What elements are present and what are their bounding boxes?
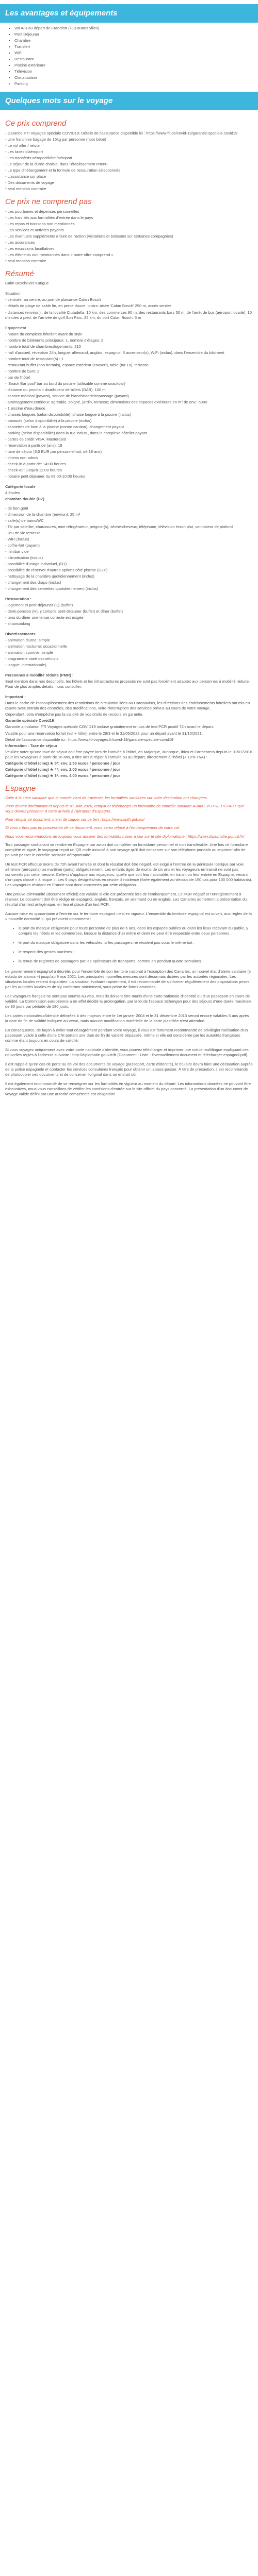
summary-line: - détails de plage de sable fin, en pente douce, loisirs: aisée 'Calan Bosch' 250 m, accès sentier [5,303,171,309]
summary-line: - centrale, au centre, au port de plaisance Calan Bosch [5,297,101,302]
price-includes-item: - Garantie FTI Voyages spéciale COVID19: Détails de l'assurance disponible ici : https://www.fti.de/covid-19/garantie-speciale-covid19 [5,130,238,135]
summary-line: - bar de l'hôtel [5,375,30,380]
summary-line: - restaurant buffet (non bernais), espace extérieur (couvert), table (n/r 10), terrasse [5,362,149,367]
summary-line: - distances (environ) : de la localité Ciutadella: 10 km, des commerces 80 m, des restaurants bars 50 m, de l'arrêt de bus (aéroport locaitè): 10 minutes à pied, de l'arrivée de golf Son Parc: 32 km, du port Calan Bosch: 5 m [5,310,253,320]
summary-line: - langue: internationale) [5,663,46,668]
summary-line: - parasols (selon disponibilité) à la piscine (inclus) [5,418,92,423]
summary-line: Catégorie d'hôtel (cinq) ★ 4*: env. 2,00 euros / personne / jour [5,767,120,772]
summary-line: - hall d'accueil, réception 24h, langue: allemand, anglais, espagnol, 3 ascenseur(s), WiFi (inclus), dans l'ensemble du bâtiment [5,350,224,355]
summary-line: - nombre total de chambres/logements: 210 [5,344,81,349]
spain-rules-paragraph: Une preuve d'immunité (document officiel) est valable si elle est présentée lors de l'embarquement, Le PCR négatif et l'enregistrement à réaliser. Le document doit être rédigé en espagnol, anglais, français, en allemand ou en anglais. Les Canaries admettent la présentation du résultat d'un test antigénique, en lieu et place d'un test PCR. [5,891,248,907]
spain-title: Espagne [5,784,36,793]
summary-line: - chiens non admis [5,455,38,460]
trip-content [0,110,258,1109]
summary-body [5,291,253,778]
summary-line: - nombre total de restaurant(s) : 1 [5,356,64,361]
summary-line: - check-in à partir de: 14:00 heures [5,461,66,466]
spain-documents-paragraph: En conséquence, de façon à éviter tout désagrément pendant votre voyage, il vous est fortement recommandé de privilégier l'utilisation d'un passeport valide à celle d'une CNI portant une date de fin de validité dépassée, même si elle est considérée par les autorités françaises comme étant toujours en cours de validité. [5,1027,249,1043]
summary-line: Catégorie d'hôtel (cinq) ★ 3*: env. 4,00 euros / personne / jour [5,773,120,778]
price-excludes-item: - Les pourboires et dépenses personnelles [5,209,79,214]
advantage-item: ▪ Climatisation [14,75,258,80]
summary-line: - demi-pension (H), y compris petit-déjeuner (buffet) et dîner (buffet) [5,609,123,614]
summary-line: Valable pour une réservation forfait (vol + hôtel) entre le 29/3 et le 31/05/2022 pour un départ avant le 31/10/2021. [5,731,203,736]
spain-documents-info [5,969,253,1097]
spain-notice-paragraph: Pour remplir ce document, merci de cliquer sur ce lien : https://www.spth.gob.es/ [5,817,145,822]
price-includes-item: - Des documents de voyage [5,180,54,185]
summary-line: - serviettes de bain à la piscine (contre caution), changement payant [5,424,124,429]
summary-line: - animation nocturne: occasionnelle [5,644,67,649]
price-includes-item: - Le vol aller / retour [5,143,40,148]
summary-line: Personnes à mobilité réduite (PMR) : [5,673,74,678]
advantages-list [14,26,258,87]
price-excludes-title: Ce prix ne comprend pas [5,197,92,206]
advantage-item: ▪ Vol A/R au départ de Francfort (+13 autres villes) [14,26,258,31]
summary-line: 4 étoiles [5,490,20,495]
advantage-item: ▪ Restaurant [14,57,258,62]
summary-line: - lieu de vie terrasse [5,531,41,536]
summary-line: - horaire petit déjeuner du 08:00-10:00 heures [5,473,85,479]
summary-line: - parking (selon disponibilité) dans la rue inclus , dans le complexe hôtelier payant [5,430,148,435]
summary-line: - nature du complexe hôtelier: ayant du style [5,331,83,336]
advantage-item: ▪ Petit Déjeuner [14,32,258,37]
summary-title: Résumé [5,269,34,278]
summary-line: - de bon goût [5,505,28,511]
summary-line: - logement et petit-déjeuner (E) (buffet) [5,603,73,608]
summary-line: - réservation à partir de (ans): 18 [5,443,62,448]
advantage-item: ▪ Transfert [14,44,258,49]
summary-line: Veuillez noter qu'une taxe de séjour doit être payée lors de l'arrivée à l'hôtel, en Majorque, Minorque, Ibiza et Formentera depuis le 01/07/2016 pour les voyageurs à partir de 16 ans, à titre ans à régler à l'arrivée ou au départ, directement à l'hôtel (+ 10% TVA) : [5,749,253,759]
advantage-item: ▪ WiFi [14,50,258,56]
price-excludes-item: - Les éventuels suppléments à faire de l'action (visitations et boissons sur certaines compagnies) [5,233,173,239]
summary-subtitle: Calm Bosch/Sier.Kurigue [5,281,49,286]
price-includes-item: - Les taxes d'aéroport [5,149,43,154]
spain-rules-paragraph: Aucune mise en quarantaine à l'entrée sur le territoire espagnol n'est en vigueur. L'ensemble du territoire espagnol est ouvert, aux règles de la « nouvelle normalité », qui prévoient notamment : [5,911,253,921]
summary-line: - chaises longues (selon disponibilité), chaise longue à la piscine (inclus) [5,412,131,417]
summary-line: - tenu du dîner une tenue correcte est exigée [5,615,84,620]
summary-line: - changement des draps (inclus) [5,580,61,585]
price-includes-item: - Le séjour de la durée choisie, dans l'établissement retenu [5,161,108,166]
summary-line: Restauration : [5,597,32,602]
summary-line: Divertissements [5,632,36,637]
spain-rule-item: • le port du masque obligatoire dans les véhicules, si les passagers ne résident pas sous le même toit ; [19,940,253,945]
spain-notice-paragraph: Vous devrez dorénavant et depuis le 01 Juin 2020, remplir et télécharger un formulaire de contrôle sanitaire AVANT VOTRE DÉPART que vous devrez présenter à votre arrivée à l'aéroport d'Espagne. [5,804,246,814]
summary-line: - salle(s) de bains/WC [5,518,44,523]
spain-notice-paragraph: Nous vous recommandons de toujours vous assurer des formalités mises à jour sur le site diplomatique : https://www.diplomatie.gouv.fr/fr/ [5,834,245,839]
price-includes-item: - L'assistance sur place [5,174,46,179]
advantage-item: ▪ Piscine extérieure [14,63,258,68]
summary-line: Catégorie locale [5,484,36,489]
summary-line: Catégorie d'hôtel (cinq) ★ 5*: env. 2,50 euros / personne / jour [5,760,120,766]
summary-line: - aménagement extérieur: agréable, soigné, jardin, terrasse; dimensions des espaces extérieurs en m² de env.: 5000 [5,399,207,404]
spain-rule-item: • le respect des gestes barrières ; [19,950,253,955]
spain-notice-paragraph: Si vous n'êtes pas en possession de ce document, vous serez refusé à l'embarquement de votre vol. [5,825,180,831]
price-excludes-item: - Les excursions facultatives [5,246,55,251]
price-excludes-item: - Les frais liés aux formalités d'entrée dans le pays [5,215,93,220]
summary-line: Garantie spéciale Covid19 [5,718,54,723]
summary-line: - climatisation (inclus) [5,555,43,561]
summary-line: chambre double (DZ) [5,496,44,501]
summary-line: - coffre-fort (payant) [5,543,40,548]
summary-line: - service médical (payant), service de blanchisserie/repassage (payant) [5,393,129,398]
summary-line: Détail de l'assurance disponible ici : https://www.fti-voyages.fr/covid-19/garantie-speciale-covid19 [5,737,174,742]
price-includes-title: Ce prix comprend [5,118,67,128]
spain-rule-item: • la tenue de registres de passagers par les opérateurs de transports, comme en pendant quatre semaines. [19,959,253,964]
spain-entry-rules [5,842,253,922]
summary-line: Information - Taxe de séjour [5,743,58,748]
price-includes-item: - Le type d'hébergement et la formule de restauration sélectionnés [5,167,121,173]
price-includes-list [5,131,253,192]
spain-rules-list [19,926,253,964]
spain-documents-paragraph: Le gouvernement espagnol a décrété, pour l'ensemble de son territoire national à l'exception des Canaries, un nouvel état d'alerte sanitaire (« estado de alarma ») jusqu'au 9 mai 2021. Les principales nouvelles mesures sont désormais dictées par les autorités régionales. Les situations locales restent disparates. La situation évoluant rapidement, il est recommandé de s'informer régulièrement des dispositions prises par les autorités locales et de s'y conformer strictement, sous peine de fortes amendes. [5,969,252,989]
price-excludes-item: - Les repas et boissons non mentionnés [5,221,75,226]
advantage-item: ▪ Télévision [14,69,258,74]
summary-line: - taxe de séjour (3,5 EUR par personne/nuit, dè 18 ans) [5,449,102,454]
summary-line: - cartes de crédit VISA, Mastercard [5,436,67,442]
price-includes-item: * seul mention contraire [5,186,46,191]
spain-rules-paragraph: Tout passager souhaitant se rendre en Espagne par avion doit compléter un formulaire personnel et non transférable. Une fois ce formulaire complété et signé, le voyageur reçoit un QR code associé à son voyage qu'il doit conserver sur son téléphone portable ou imprimer afin de pouvoir passer le contrôle sanitaire aéroportuaire. [5,842,249,857]
summary-line: - changement des serviettes quotidiennement (inclus) [5,586,99,591]
summary-line: Dans le cadre de l'assouplissement des restrictions de circulation liées au Coronavirus, les directions des établissements hôteliers ont mis en œuvre avec entrain des contrôles, des modifications, voire l'interruption des services prévus au cours de votre voyage. [5,701,251,711]
summary-line: - 'Snack Bar pool' bar au bord du piscine (utilisable comme snackbar) [5,381,125,386]
spain-sanitary-notice [5,795,253,839]
summary-line: - possibilité d'usage individuel, (D1) [5,562,67,567]
spain-notice-paragraph: Suite à la crise sanitaire que le monde vient de traverser, les formalités sanitaires sur votre destination ont changées. [5,795,208,801]
summary-line: Important : [5,694,26,700]
summary-line: - TV par satellite, chaussures, mini-réfrigérateur, peignoir(s), sèche-cheveux, téléphone, télévision écran plat, ventilateur de plafond [5,524,233,530]
price-excludes-item: - Les éléments non mentionnés dans « notre offre comprend » [5,252,114,257]
spain-documents-paragraph: Les cartes nationales d'identité délivrées à des majeurs entre le 1er janvier 2004 et le 31 décembre 2013 seront encore valables 5 ans après la date de fin de validité indiquée au verso, mais aucune modification matérielle de la carte plastifiée n'est attendue. [5,1013,250,1023]
summary-line: - possibilité de réserver d'autres options côté piscine (DZP) [5,568,108,573]
summary-line: - distance du prochain distributeur de billets (DAB): 100 m [5,387,106,392]
summary-line: Seul mention dans nos descriptifs, les hôtels et les infrastructures proposés ne sont pas forcément adaptés aux personnes à mobilité réduite. Pour de plus amples détails, nous consulter. [5,679,251,689]
advantage-item: ▪ Chambre [14,38,258,43]
price-excludes-item: - Les assurances [5,240,35,245]
summary-line: - nombre de bars: 2 [5,368,40,374]
price-excludes-item: - Les services et activités payants [5,227,64,232]
summary-line: Garantie annulation FTI Voyages spéciale COVID19 incluse gratuitement en cas de test PCR positif 72h avant le départ. [5,724,214,730]
summary-line: - dimension de la chambre (environ): 25 m² [5,512,80,517]
summary-line: - animation diurne: simple [5,638,50,643]
summary-line: Cependant, cela n'empêche pas la validité de vos droits de recours en garantie. [5,712,143,717]
summary-line: - animation sportive: simple [5,650,53,655]
price-includes-item: - Une franchise bagage de 15kg par personne (hors bébé) [5,137,106,142]
spain-rule-item: • le port du masque obligatoire pour toute personne de plus de 6 ans, dans les espaces publics ou dans les lieux recevant du public, y compris les hôtels et les commerces, lorsque la distance d'un mètre et demi ne peut être respectée entre deux personnes ; [19,926,253,936]
spain-rules-paragraph: Un test PCR effectué moins de 72h avant l'arrivée et dont le résultat doit être négatif, est exigé à l'entrée de la péninsule ibérique par voie aérienne (aéroports) ou maritime (ports) obligatoirement. Les enfants âgés de moins de six ans et les voyageurs en transit ne sont pas concernés par cette mesure. Celle-ci s'applique aux voyageurs, quelle que soit leur nationalité, en transit ou leur entrée en Espagne, venant d'un pays classé « à risque ». Les 6 pays désignés/mis en œuvre d'incidence (fixée également au-dessus de 150 cas pour 100 000 habitants). Les voyageurs résidant en France sont donc concernés par cette obligation. [5,861,253,887]
summary-line: - showcooking [5,621,30,626]
summary-line: - WiFi (inclus) [5,537,29,542]
advantages-title: Les avantages et équipements [0,4,258,23]
trip-title: Quelques mots sur le voyage [0,92,258,110]
spain-documents-paragraph: Il est rappelé qu'en cas de perte ou de vol des documents de voyage (passeport, carte d'identité), le titulaire devra faire une déclaration auprès de la police espagnole et contacter les services consulaires français pour obtenir un laissez-passer. À titre de précaution, il est recommandé de photocopier ses documents et de conserver l'original dans un endroit sûr. [5,1062,254,1077]
spain-documents-paragraph: Il est également recommandé de se renseigner sur les formalités en vigueur au moment du départ. Les informations données ne pouvant être exhaustives, nous vous conseillons de vérifier les conditions d'entrée sur le site officiel du pays concerné. La présentation d'un document de voyage valide défini par une autorité compétente est obligatoire. [5,1081,252,1097]
summary-line: - 1 piscine d'eau douce [5,405,45,411]
advantage-item: ▪ Parking [14,81,258,87]
price-includes-item: - Les transferts aéroport/hôtel/aéroport [5,155,73,160]
summary-line: - check-out jusqu'à 12:00 heures [5,467,62,472]
summary-line: Situation [5,291,21,296]
spain-documents-paragraph: Les voyageurs français ne sont pas soumis au visa, mais ils doivent être munis d'une carte nationale d'identité ou d'un passeport en cours de validité. La Commission européenne a en effet décidé la prolongation, par la loi de l'espace Schengen pour des séjours d'une durée maximale de 90 jours par période de 180 jours. [5,993,253,1009]
spain-documents-paragraph: Si vous voyagez uniquement avec votre carte nationale d'identité, vous pouvez télécharger et imprimer une notice multilingue expliquant ces nouvelles règles à l'adresse suivante : http://diplomatie.gouv.fr/fr (Document - Liste - Eventuellement document et télécharger-espagnol.pdf). [5,1047,250,1057]
price-excludes-item: * seul mention contraire [5,258,46,263]
summary-line: Equipement [5,325,26,330]
summary-line: - programme varié diurne/nuits [5,656,59,662]
price-excludes-list [5,209,253,264]
summary-line: - minibar vide [5,549,29,554]
summary-line: - nombre de bâtiments principaux: 1, nombre d'étages: 2 [5,337,104,343]
summary-line: - nettoyage de la chambre quotidiennement (inclus) [5,574,95,579]
